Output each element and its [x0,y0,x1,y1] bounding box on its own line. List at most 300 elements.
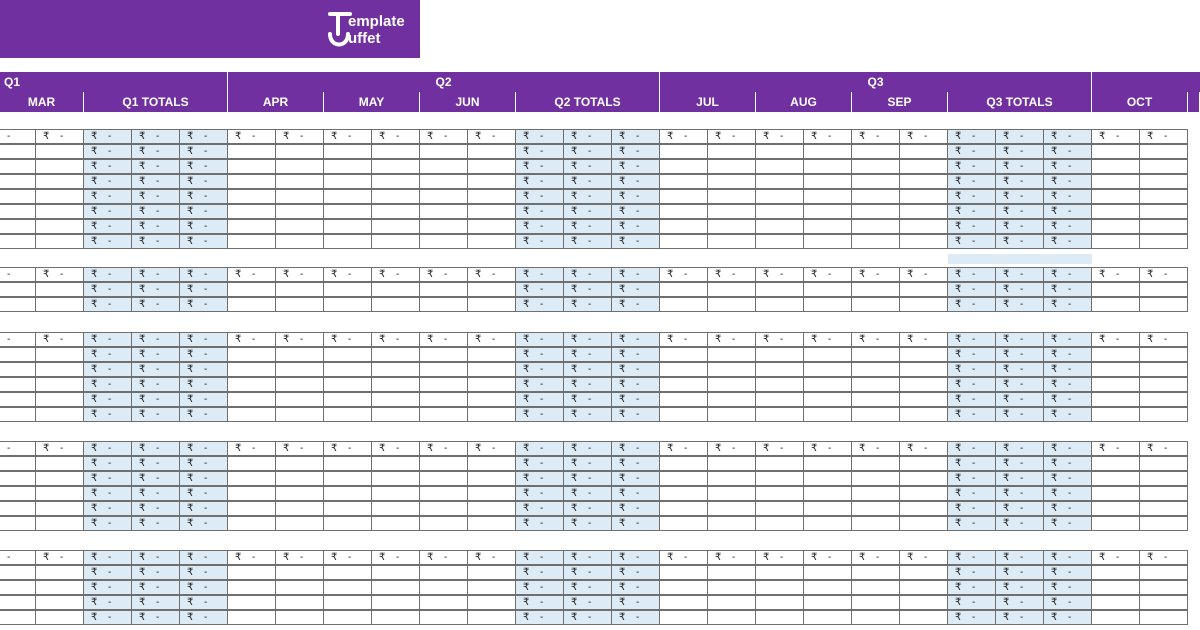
input-cell[interactable] [419,580,468,595]
currency-cell[interactable] [179,501,228,516]
currency-cell[interactable] [563,234,612,249]
currency-cell[interactable] [611,234,660,249]
input-cell[interactable] [275,565,324,580]
input-cell[interactable] [851,189,900,204]
input-cell[interactable] [467,297,516,312]
input-cell[interactable] [707,144,756,159]
currency-cell[interactable] [947,332,996,347]
input-cell[interactable] [899,282,948,297]
currency-cell[interactable] [131,282,180,297]
input-cell[interactable] [707,471,756,486]
input-cell[interactable] [227,174,276,189]
input-cell[interactable] [899,159,948,174]
currency-cell[interactable] [83,362,132,377]
currency-cell[interactable] [1043,297,1092,312]
currency-cell[interactable] [83,595,132,610]
input-cell[interactable] [899,174,948,189]
currency-cell[interactable] [0,441,36,456]
currency-cell[interactable] [899,267,948,282]
input-cell[interactable] [35,234,84,249]
input-cell[interactable] [851,456,900,471]
input-cell[interactable] [1091,610,1140,625]
input-cell[interactable] [371,565,420,580]
currency-cell[interactable] [227,129,276,144]
input-cell[interactable] [803,282,852,297]
input-cell[interactable] [803,471,852,486]
currency-cell[interactable] [179,189,228,204]
currency-cell[interactable] [947,347,996,362]
currency-cell[interactable] [515,407,564,422]
currency-cell[interactable] [371,332,420,347]
currency-cell[interactable] [947,234,996,249]
input-cell[interactable] [707,159,756,174]
input-cell[interactable] [323,501,372,516]
currency-cell[interactable] [131,129,180,144]
currency-cell[interactable] [1043,189,1092,204]
currency-cell[interactable] [179,159,228,174]
input-cell[interactable] [35,516,84,531]
input-cell[interactable] [0,234,36,249]
currency-cell[interactable] [947,516,996,531]
input-cell[interactable] [0,501,36,516]
input-cell[interactable] [419,282,468,297]
input-cell[interactable] [275,377,324,392]
input-cell[interactable] [227,362,276,377]
currency-cell[interactable] [563,144,612,159]
currency-cell[interactable] [611,267,660,282]
currency-cell[interactable] [35,267,84,282]
input-cell[interactable] [227,471,276,486]
input-cell[interactable] [275,580,324,595]
input-cell[interactable] [851,159,900,174]
currency-cell[interactable] [515,441,564,456]
currency-cell[interactable] [947,456,996,471]
input-cell[interactable] [1091,516,1140,531]
input-cell[interactable] [227,204,276,219]
currency-cell[interactable] [515,392,564,407]
input-cell[interactable] [803,595,852,610]
input-cell[interactable] [35,456,84,471]
currency-cell[interactable] [179,516,228,531]
currency-cell[interactable] [611,501,660,516]
currency-cell[interactable] [131,565,180,580]
currency-cell[interactable] [131,159,180,174]
currency-cell[interactable] [35,129,84,144]
input-cell[interactable] [0,362,36,377]
currency-cell[interactable] [83,234,132,249]
currency-cell[interactable] [179,347,228,362]
currency-cell[interactable] [707,129,756,144]
input-cell[interactable] [275,595,324,610]
input-cell[interactable] [275,282,324,297]
input-cell[interactable] [659,234,708,249]
input-cell[interactable] [659,219,708,234]
input-cell[interactable] [227,565,276,580]
input-cell[interactable] [227,595,276,610]
currency-cell[interactable] [83,516,132,531]
currency-cell[interactable] [947,189,996,204]
currency-cell[interactable] [275,441,324,456]
input-cell[interactable] [227,189,276,204]
input-cell[interactable] [1091,595,1140,610]
currency-cell[interactable] [947,550,996,565]
input-cell[interactable] [755,565,804,580]
currency-cell[interactable] [755,332,804,347]
input-cell[interactable] [227,486,276,501]
currency-cell[interactable] [179,486,228,501]
input-cell[interactable] [275,144,324,159]
currency-cell[interactable] [899,550,948,565]
input-cell[interactable] [803,204,852,219]
input-cell[interactable] [755,407,804,422]
currency-cell[interactable] [611,610,660,625]
input-cell[interactable] [899,610,948,625]
currency-cell[interactable] [755,550,804,565]
input-cell[interactable] [803,501,852,516]
currency-cell[interactable] [179,580,228,595]
currency-cell[interactable] [947,595,996,610]
input-cell[interactable] [1139,456,1188,471]
input-cell[interactable] [371,144,420,159]
input-cell[interactable] [899,516,948,531]
currency-cell[interactable] [131,580,180,595]
input-cell[interactable] [419,595,468,610]
input-cell[interactable] [371,392,420,407]
input-cell[interactable] [0,595,36,610]
input-cell[interactable] [659,471,708,486]
currency-cell[interactable] [995,267,1044,282]
input-cell[interactable] [35,580,84,595]
input-cell[interactable] [419,377,468,392]
currency-cell[interactable] [515,377,564,392]
input-cell[interactable] [1091,362,1140,377]
currency-cell[interactable] [179,332,228,347]
input-cell[interactable] [323,471,372,486]
input-cell[interactable] [419,610,468,625]
currency-cell[interactable] [611,129,660,144]
input-cell[interactable] [323,392,372,407]
input-cell[interactable] [1091,144,1140,159]
currency-cell[interactable] [83,267,132,282]
currency-cell[interactable] [995,392,1044,407]
currency-cell[interactable] [275,129,324,144]
input-cell[interactable] [419,362,468,377]
currency-cell[interactable] [563,441,612,456]
currency-cell[interactable] [1043,456,1092,471]
currency-cell[interactable] [83,580,132,595]
input-cell[interactable] [659,595,708,610]
input-cell[interactable] [275,234,324,249]
input-cell[interactable] [1139,204,1188,219]
input-cell[interactable] [1139,407,1188,422]
input-cell[interactable] [803,580,852,595]
input-cell[interactable] [323,219,372,234]
input-cell[interactable] [467,282,516,297]
currency-cell[interactable] [947,204,996,219]
currency-cell[interactable] [851,267,900,282]
input-cell[interactable] [419,159,468,174]
currency-cell[interactable] [35,550,84,565]
currency-cell[interactable] [899,129,948,144]
input-cell[interactable] [467,595,516,610]
currency-cell[interactable] [419,267,468,282]
input-cell[interactable] [371,159,420,174]
currency-cell[interactable] [611,282,660,297]
input-cell[interactable] [1091,471,1140,486]
input-cell[interactable] [899,347,948,362]
input-cell[interactable] [275,159,324,174]
currency-cell[interactable] [371,129,420,144]
input-cell[interactable] [35,471,84,486]
currency-cell[interactable] [83,174,132,189]
input-cell[interactable] [851,144,900,159]
currency-cell[interactable] [611,516,660,531]
input-cell[interactable] [1139,516,1188,531]
input-cell[interactable] [755,282,804,297]
currency-cell[interactable] [803,129,852,144]
currency-cell[interactable] [83,129,132,144]
input-cell[interactable] [851,486,900,501]
input-cell[interactable] [707,501,756,516]
currency-cell[interactable] [1043,159,1092,174]
currency-cell[interactable] [1043,501,1092,516]
currency-cell[interactable] [1043,565,1092,580]
currency-cell[interactable] [515,189,564,204]
currency-cell[interactable] [467,441,516,456]
currency-cell[interactable] [611,595,660,610]
currency-cell[interactable] [1091,441,1140,456]
input-cell[interactable] [323,486,372,501]
input-cell[interactable] [371,377,420,392]
input-cell[interactable] [755,516,804,531]
input-cell[interactable] [227,282,276,297]
currency-cell[interactable] [851,332,900,347]
currency-cell[interactable] [419,550,468,565]
currency-cell[interactable] [515,332,564,347]
currency-cell[interactable] [515,471,564,486]
currency-cell[interactable] [563,565,612,580]
input-cell[interactable] [803,159,852,174]
input-cell[interactable] [323,234,372,249]
input-cell[interactable] [371,189,420,204]
input-cell[interactable] [371,174,420,189]
currency-cell[interactable] [179,144,228,159]
input-cell[interactable] [659,610,708,625]
currency-cell[interactable] [227,441,276,456]
currency-cell[interactable] [995,486,1044,501]
currency-cell[interactable] [1043,580,1092,595]
currency-cell[interactable] [179,471,228,486]
input-cell[interactable] [659,407,708,422]
input-cell[interactable] [371,580,420,595]
currency-cell[interactable] [131,471,180,486]
currency-cell[interactable] [947,144,996,159]
input-cell[interactable] [371,297,420,312]
input-cell[interactable] [659,144,708,159]
input-cell[interactable] [323,159,372,174]
input-cell[interactable] [0,486,36,501]
input-cell[interactable] [707,456,756,471]
input-cell[interactable] [419,407,468,422]
currency-cell[interactable] [851,441,900,456]
currency-cell[interactable] [1091,550,1140,565]
currency-cell[interactable] [419,332,468,347]
input-cell[interactable] [371,362,420,377]
currency-cell[interactable] [131,347,180,362]
currency-cell[interactable] [83,441,132,456]
input-cell[interactable] [275,347,324,362]
input-cell[interactable] [467,174,516,189]
input-cell[interactable] [371,347,420,362]
currency-cell[interactable] [947,282,996,297]
input-cell[interactable] [707,204,756,219]
input-cell[interactable] [803,407,852,422]
input-cell[interactable] [275,407,324,422]
currency-cell[interactable] [1043,234,1092,249]
input-cell[interactable] [1139,486,1188,501]
currency-cell[interactable] [467,550,516,565]
input-cell[interactable] [227,392,276,407]
currency-cell[interactable] [611,189,660,204]
input-cell[interactable] [1139,219,1188,234]
input-cell[interactable] [35,219,84,234]
currency-cell[interactable] [1043,129,1092,144]
currency-cell[interactable] [611,347,660,362]
input-cell[interactable] [35,347,84,362]
currency-cell[interactable] [563,456,612,471]
input-cell[interactable] [899,486,948,501]
input-cell[interactable] [35,174,84,189]
input-cell[interactable] [707,219,756,234]
currency-cell[interactable] [83,565,132,580]
input-cell[interactable] [0,189,36,204]
currency-cell[interactable] [611,297,660,312]
currency-cell[interactable] [83,377,132,392]
input-cell[interactable] [659,204,708,219]
currency-cell[interactable] [1043,204,1092,219]
currency-cell[interactable] [659,550,708,565]
currency-cell[interactable] [563,471,612,486]
currency-cell[interactable] [83,501,132,516]
currency-cell[interactable] [419,441,468,456]
input-cell[interactable] [1091,377,1140,392]
input-cell[interactable] [899,501,948,516]
input-cell[interactable] [659,159,708,174]
input-cell[interactable] [323,456,372,471]
currency-cell[interactable] [131,204,180,219]
currency-cell[interactable] [83,219,132,234]
currency-cell[interactable] [83,159,132,174]
input-cell[interactable] [899,595,948,610]
currency-cell[interactable] [851,550,900,565]
input-cell[interactable] [323,189,372,204]
input-cell[interactable] [0,456,36,471]
currency-cell[interactable] [803,267,852,282]
input-cell[interactable] [0,392,36,407]
input-cell[interactable] [35,362,84,377]
currency-cell[interactable] [1091,129,1140,144]
input-cell[interactable] [371,501,420,516]
input-cell[interactable] [275,174,324,189]
input-cell[interactable] [707,282,756,297]
input-cell[interactable] [0,159,36,174]
input-cell[interactable] [707,565,756,580]
currency-cell[interactable] [611,456,660,471]
input-cell[interactable] [659,486,708,501]
currency-cell[interactable] [515,486,564,501]
input-cell[interactable] [419,456,468,471]
currency-cell[interactable] [1139,441,1188,456]
input-cell[interactable] [467,516,516,531]
input-cell[interactable] [419,204,468,219]
input-cell[interactable] [755,471,804,486]
input-cell[interactable] [1091,204,1140,219]
currency-cell[interactable] [323,441,372,456]
input-cell[interactable] [707,377,756,392]
input-cell[interactable] [323,565,372,580]
currency-cell[interactable] [707,441,756,456]
currency-cell[interactable] [1043,144,1092,159]
input-cell[interactable] [755,189,804,204]
currency-cell[interactable] [83,189,132,204]
currency-cell[interactable] [323,129,372,144]
input-cell[interactable] [35,204,84,219]
input-cell[interactable] [467,456,516,471]
currency-cell[interactable] [131,550,180,565]
input-cell[interactable] [323,282,372,297]
currency-cell[interactable] [179,550,228,565]
input-cell[interactable] [1139,189,1188,204]
input-cell[interactable] [371,486,420,501]
currency-cell[interactable] [995,595,1044,610]
input-cell[interactable] [1139,595,1188,610]
currency-cell[interactable] [995,204,1044,219]
currency-cell[interactable] [83,392,132,407]
input-cell[interactable] [755,297,804,312]
currency-cell[interactable] [1043,377,1092,392]
input-cell[interactable] [35,297,84,312]
currency-cell[interactable] [563,219,612,234]
input-cell[interactable] [467,144,516,159]
input-cell[interactable] [467,407,516,422]
input-cell[interactable] [659,516,708,531]
currency-cell[interactable] [995,441,1044,456]
currency-cell[interactable] [947,267,996,282]
currency-cell[interactable] [611,362,660,377]
input-cell[interactable] [323,516,372,531]
input-cell[interactable] [659,189,708,204]
currency-cell[interactable] [179,362,228,377]
input-cell[interactable] [275,219,324,234]
input-cell[interactable] [419,486,468,501]
input-cell[interactable] [227,501,276,516]
currency-cell[interactable] [83,144,132,159]
input-cell[interactable] [755,204,804,219]
input-cell[interactable] [323,377,372,392]
input-cell[interactable] [371,516,420,531]
input-cell[interactable] [1091,159,1140,174]
currency-cell[interactable] [83,456,132,471]
input-cell[interactable] [35,392,84,407]
input-cell[interactable] [275,486,324,501]
input-cell[interactable] [851,516,900,531]
input-cell[interactable] [0,174,36,189]
input-cell[interactable] [659,377,708,392]
currency-cell[interactable] [947,219,996,234]
input-cell[interactable] [371,219,420,234]
currency-cell[interactable] [515,456,564,471]
input-cell[interactable] [371,282,420,297]
